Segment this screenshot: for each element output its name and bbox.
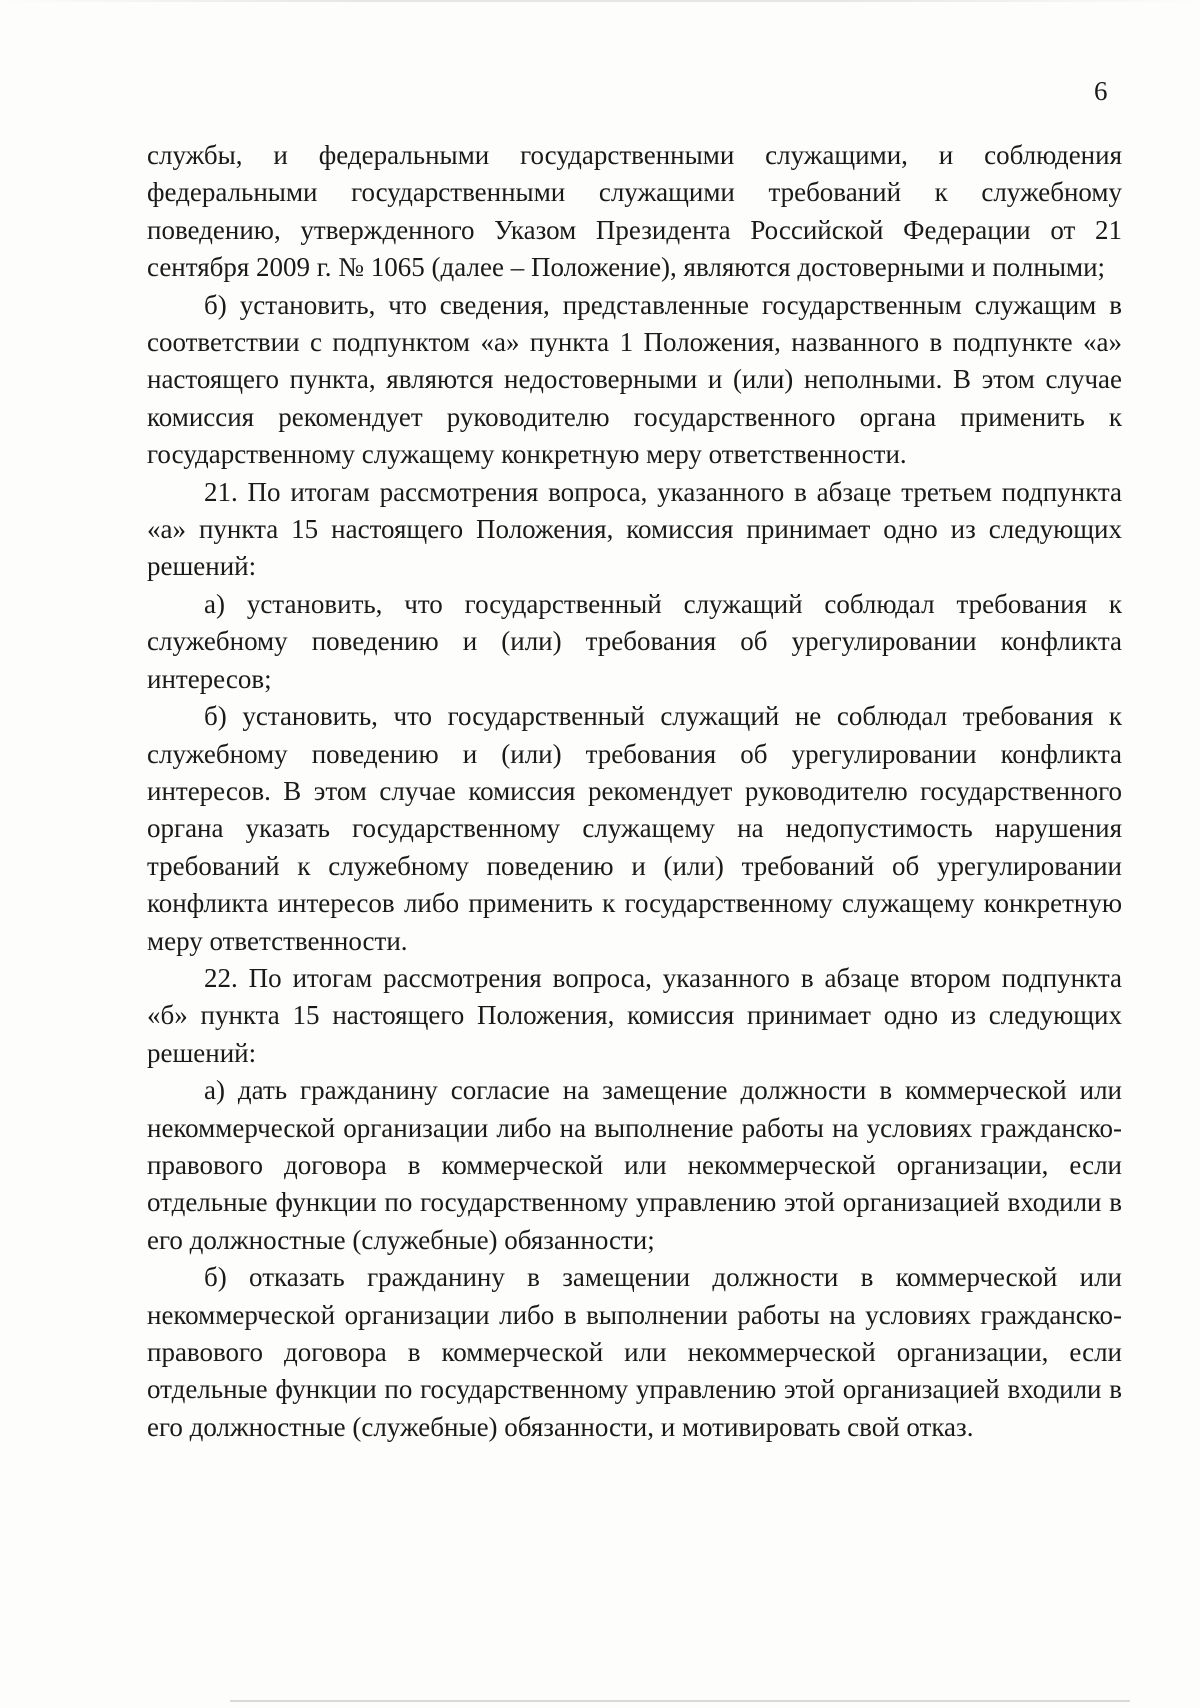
paragraph-item-22-b: б) отказать гражданину в замещении должности в коммерческой или некоммерческой организации либо в выполнении работы на условиях гражданско-правового договора в коммерческой или некоммерческой организации, если отдельные функции по государственному управлению этой организацией входили в его должностные (служебные) обязанности, и мотивировать свой отказ. bbox=[147, 1262, 1122, 1442]
paragraph-item-21: 21. По итогам рассмотрения вопроса, указанного в абзаце третьем подпункта «а» пункта 15 настоящего Положения, комиссия принимает одно из следующих решений: bbox=[147, 476, 1122, 582]
paragraph-item-22: 22. По итогам рассмотрения вопроса, указанного в абзаце втором подпункта «б» пункта 15 настоящего Положения, комиссия принимает одно из следующих решений: bbox=[147, 962, 1122, 1068]
scan-edge-bottom bbox=[230, 1700, 1130, 1702]
paragraph-subitem-b: б) установить, что сведения, представленные государственным служащим в соответствии с подпунктом «а» пункта 1 Положения, названного в подпункте «а» настоящего пункта, являются недостоверными и (или) неполными. В этом случае комиссия рекомендует руководителю государственного органа применить к государственному служащему конкретную меру ответственности. bbox=[147, 289, 1122, 470]
paragraph-item-21-b: б) установить, что государственный служащий не соблюдал требования к служебному поведению и (или) требования об урегулировании конфликта интересов. В этом случае комиссия рекомендует руководителю государственного органа указать государственному служащему на недопустимость нарушения требований к служебному поведению и (или) требований об урегулировании конфликта интересов либо применить к государственному служащему конкретную меру ответственности. bbox=[147, 701, 1122, 956]
paragraph-item-21-a: а) установить, что государственный служащий соблюдал требования к служебному поведению и (или) требования об урегулировании конфликта интересов; bbox=[147, 588, 1122, 694]
document-body bbox=[147, 137, 1122, 1446]
scan-edge-top bbox=[0, 0, 1200, 2]
paragraph-item-22-a: а) дать гражданину согласие на замещение должности в коммерческой или некоммерческой организации либо на выполнение работы на условиях гражданско-правового договора в коммерческой или некоммерческой организации, если отдельные функции по государственному управлению этой организацией входили в его должностные (служебные) обязанности; bbox=[147, 1075, 1122, 1255]
page-number: 6 bbox=[1094, 76, 1108, 106]
paragraph-continuation: службы, и федеральными государственными служащими, и соблюдения федеральными государственными служащими требований к служебному поведению, утвержденного Указом Президента Российской Федерации от 21 сентября 2009 г. № 1065 (далее – Положение), являются достоверными и полными; bbox=[147, 140, 1122, 283]
